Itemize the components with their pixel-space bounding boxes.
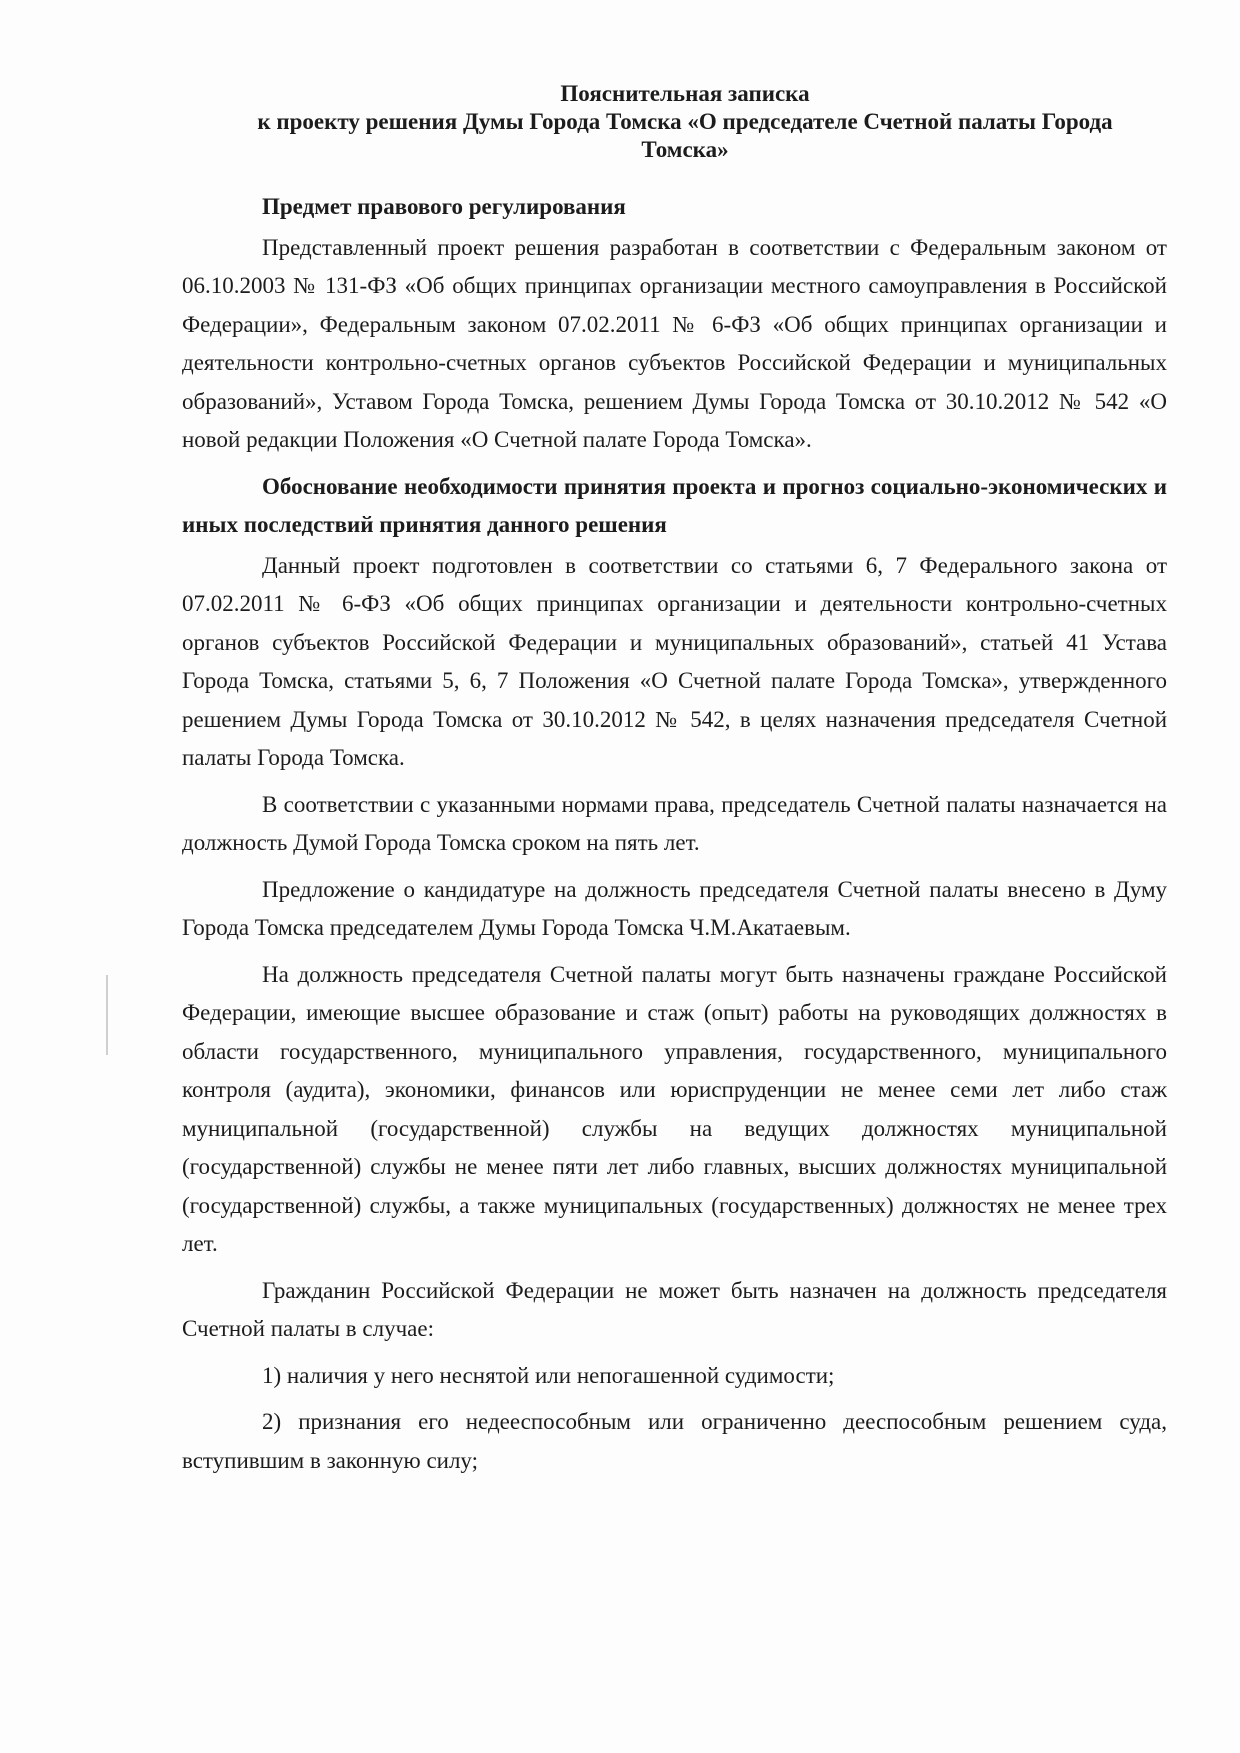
document-body [182, 188, 1167, 1480]
title-line-2: к проекту решения Думы Города Томска «О председателе Счетной палаты Города [257, 109, 1113, 134]
paragraph: Данный проект подготовлен в соответствии со статьями 6, 7 Федерального закона от 07.02.2011 № 6-ФЗ «Об общих принципах организации и деятельности контрольно-счетных органов субъектов Российской Федерации и муниципальных образований», статьей 41 Устава Города Томска, статьями 5, 6, 7 Положения «О Счетной палате Города Томска», утвержденного решением Думы Города Томска от 30.10.2012 № 542, в целях назначения председателя Счетной палаты Города Томска. [182, 552, 1167, 770]
paragraph: Предложение о кандидатуре на должность председателя Счетной палаты внесено в Думу Города Томска председателем Думы Города Томска Ч.М.Акатаевым. [182, 876, 1167, 940]
document-title [185, 80, 1185, 164]
section-heading-justification: Обоснование необходимости принятия проекта и прогноз социально-экономических и иных последствий принятия данного решения [182, 473, 1167, 537]
paragraph: В соответствии с указанными нормами права, председатель Счетной палаты назначается на должность Думой Города Томска сроком на пять лет. [182, 791, 1167, 855]
title-line-1: Пояснительная записка [560, 81, 810, 106]
scan-artifact-line [106, 975, 108, 1055]
list-item: 1) наличия у него неснятой или непогашенной судимости; [262, 1362, 835, 1388]
list-item: 2) признания его недееспособным или ограниченно дееспособным решением суда, вступившим в законную силу; [182, 1409, 1167, 1473]
paragraph: Представленный проект решения разработан в соответствии с Федеральным законом от 06.10.2003 № 131-ФЗ «Об общих принципах организации местного самоуправления в Российской Федерации», Федеральным законом 07.02.2011 № 6-ФЗ «Об общих принципах организации и деятельности контрольно-счетных органов субъектов Российской Федерации и муниципальных образований», Уставом Города Томска, решением Думы Города Томска от 30.10.2012 № 542 «О новой редакции Положения «О Счетной палате Города Томска». [182, 234, 1167, 452]
paragraph: Гражданин Российской Федерации не может быть назначен на должность председателя Счетной палаты в случае: [182, 1277, 1167, 1341]
paragraph: На должность председателя Счетной палаты могут быть назначены граждане Российской Федерации, имеющие высшее образование и стаж (опыт) работы на руководящих должностях в области государственного, муниципального управления, государственного, муниципального контроля (аудита), экономики, финансов или юриспруденции не менее семи лет либо стаж муниципальной (государственной) службы на ведущих должностях муниципальной (государственной) службы не менее пяти лет либо главных, высших должностях муниципальной (государственной) службы, а также муниципальных (государственных) должностях не менее трех лет. [182, 961, 1167, 1256]
section-heading-subject: Предмет правового регулирования [262, 194, 626, 219]
title-line-3: Томска» [641, 137, 729, 162]
